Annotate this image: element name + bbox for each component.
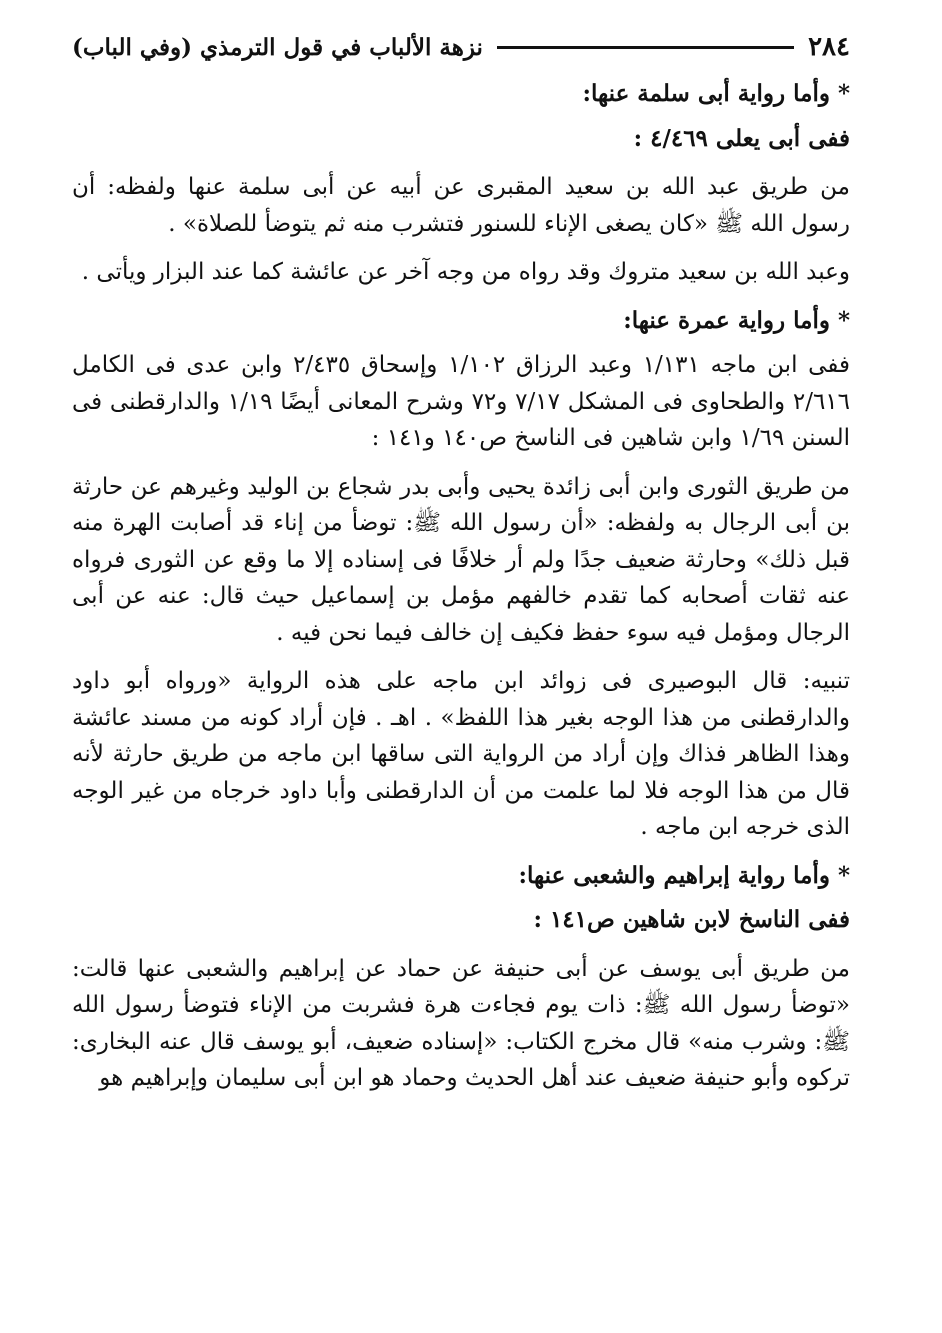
section-heading: * وأما رواية إبراهيم والشعبى عنها: xyxy=(518,861,850,889)
body-paragraph: من طريق أبى يوسف عن أبى حنيفة عن حماد عن إبراهيم والشعبى عنها قالت: «توضأ رسول الله ﷺ: ذات يوم فجاءت هرة فشربت من الإناء فتوضأ رسول الله ﷺ: وشرب منه» قال مخرج الكتاب: «إسناده ضعيف، أبو يوسف قال عنه البخارى: تركوه وأبو حنيفة ضعيف عند أهل الحديث وحماد هو ابن أبى سليمان وإبراهيم هو xyxy=(72,955,850,1091)
book-title: نزهة الألباب في قول الترمذي (وفي الباب) xyxy=(72,33,483,61)
running-header xyxy=(72,28,850,66)
header-rule xyxy=(497,46,794,49)
page-body xyxy=(72,76,850,1097)
section-heading: * وأما رواية أبى سلمة عنها: xyxy=(582,80,850,107)
body-paragraph: وعبد الله بن سعيد متروك وقد رواه من وجه آخر عن عائشة كما عند البزار ويأتى . xyxy=(81,259,850,285)
source-reference: ففى ابن ماجه ١/١٣١ وعبد الرزاق ١/١٠٢ وإسحاق ٢/٤٣٥ وابن عدى فى الكامل ٢/٦١٦ والطحاوى فى المشكل ٧/١٧ و٧٢ وشرح المعانى أيضًا ١/١٩ والدارقطنى فى السنن ١/٦٩ وابن شاهين فى الناسخ ص١٤٠ و١٤١ : xyxy=(72,352,851,451)
note-paragraph: تنبيه: قال البوصيرى فى زوائد ابن ماجه على هذه الرواية «ورواه أبو داود والدارقطنى من هذا الوجه بغير هذا اللفظ» . اهـ . فإن أراد كونه من مسند عائشة وهذا الظاهر فذاك وإن أراد من الرواية التى ساقها ابن ماجه من طريق حارثة لأنه قال من هذا الوجه فلا لما علمت من أن الدارقطنى وأبا داود خرجاه من غير الوجه الذى خرجه ابن ماجه . xyxy=(72,668,850,840)
section-heading: * وأما رواية عمرة عنها: xyxy=(623,306,850,334)
body-paragraph: من طريق عبد الله بن سعيد المقبرى عن أبيه عن أبى سلمة عنها ولفظه: أن رسول الله ﷺ «كان يصغى الإناء للسنور فتشرب منه ثم يتوضأ للصلاة» . xyxy=(72,174,850,237)
document-page xyxy=(72,28,850,1109)
source-reference: ففى أبى يعلى ٤/٤٦٩ : xyxy=(633,124,850,152)
source-reference: ففى الناسخ لابن شاهين ص١٤١ : xyxy=(533,906,850,933)
page-number: ٢٨٤ xyxy=(808,32,850,62)
body-paragraph: من طريق الثورى وابن أبى زائدة يحيى وأبى بدر شجاع بن الوليد وغيرهم عن حارثة بن أبى الرجال به ولفظه: «أن رسول الله ﷺ: توضأ من إناء قد أصابت الهرة منه قبل ذلك» وحارثة ضعيف جدًا ولم أر خلافًا فى إسناده إلا ما وقع عن الثورى فرواه عنه ثقات أصحابه كما تقدم خالفهم مؤمل بن إسماعيل حيث قال: عنه عن أبى الرجال ومؤمل فيه سوء حفظ فكيف إن خالف فيما نحن فيه . xyxy=(72,473,850,646)
